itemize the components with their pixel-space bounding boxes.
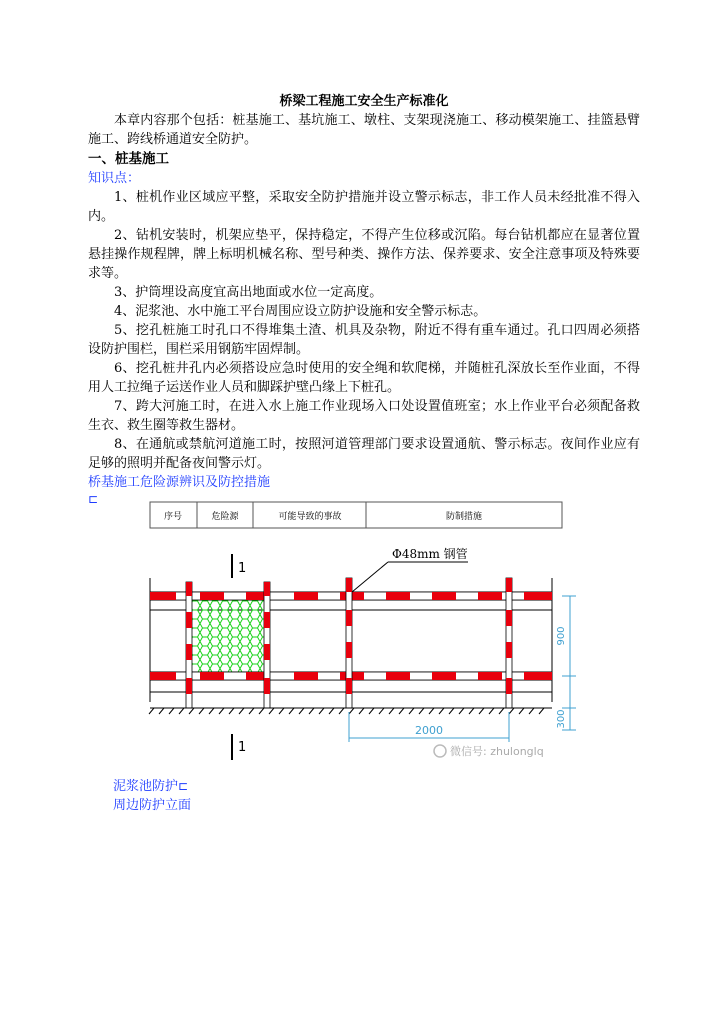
dim-2000: 2000	[415, 724, 443, 737]
document-title: 桥梁工程施工安全生产标准化	[279, 94, 449, 109]
point-3: 3、护筒埋设高度宜高出地面或水位一定高度。	[114, 285, 383, 300]
image-placeholder-marker: ⊏	[88, 492, 99, 506]
point-7: 7、跨大河施工时，在进入水上施工作业现场入口处设置值班室；水上作业平台必须配备救生衣、救生圈等救生器材。	[88, 399, 640, 433]
caption-mud-pool	[113, 777, 188, 796]
point-2: 2、钻机安装时，机架应垫平，保持稳定，不得产生位移或沉陷。每台钻机都应在显著位置悬挂操作规程牌，牌上标明机械名称、型号种类、操作方法、保养要求、安全注意事项及特殊要求等。	[88, 228, 640, 281]
dim-900: 900	[556, 626, 567, 646]
section-mark-top: 1	[238, 561, 247, 576]
point-8: 8、在通航或禁航河道施工时，按照河道管理部门要求设置通航、警示标志。夜间作业应有足够的照明并配备夜间警示灯。	[88, 437, 640, 471]
document-body	[88, 92, 640, 506]
hazard-link[interactable]: 桥基施工危险源辨识及防控措施	[88, 475, 271, 490]
dim-300: 300	[556, 709, 567, 729]
caption-mud-pool-text: 泥浆池防护	[113, 779, 179, 794]
th-accident: 可能导致的事故	[278, 512, 342, 522]
watermark-text: 微信号: zhulonglq	[450, 745, 544, 758]
post-4	[506, 578, 512, 708]
safety-mesh	[192, 600, 264, 672]
point-4: 4、泥浆池、水中施工平台周围应设立防护设施和安全警示标志。	[114, 304, 487, 319]
section-heading: 一、桩基施工	[88, 151, 169, 167]
section-mark-bottom: 1	[238, 740, 247, 755]
post-3	[346, 578, 352, 708]
th-hazard: 危险源	[211, 512, 239, 522]
post-2	[264, 582, 270, 708]
knowledge-label: 知识点：	[88, 171, 141, 186]
caption-marker: ⊏	[178, 779, 189, 793]
caption-perimeter: 周边防护立面	[113, 798, 192, 813]
point-5: 5、挖孔桩施工时孔口不得堆集土渣、机具及杂物，附近不得有重车通过。孔口四周必须搭设防护围栏，围栏采用钢筋牢固焊制。	[88, 323, 640, 357]
pipe-callout	[352, 547, 468, 592]
pipe-label: Φ48mm 钢管	[392, 547, 468, 561]
th-index: 序号	[163, 512, 183, 522]
hazard-table-header	[150, 502, 562, 528]
intro-paragraph: 本章内容那个包括：桩基施工、基坑施工、墩柱、支架现浇施工、移动模架施工、挂篮悬臂施工、跨线桥通道安全防护。	[88, 113, 640, 147]
fence-elevation-figure	[150, 502, 565, 772]
th-measures: 防制措施	[445, 512, 483, 522]
point-1: 1、桩机作业区域应平整，采取安全防护措施并设立警示标志，非工作人员未经批准不得入内。	[88, 190, 640, 224]
ground-hatch	[149, 708, 552, 714]
post-1	[186, 582, 192, 708]
point-6: 6、挖孔桩井孔内必须搭设应急时使用的安全绳和软爬梯，并随桩孔深放长至作业面，不得用人工拉绳子运送作业人员和脚踩护壁凸缘上下桩孔。	[88, 361, 640, 395]
watermark	[434, 744, 544, 758]
